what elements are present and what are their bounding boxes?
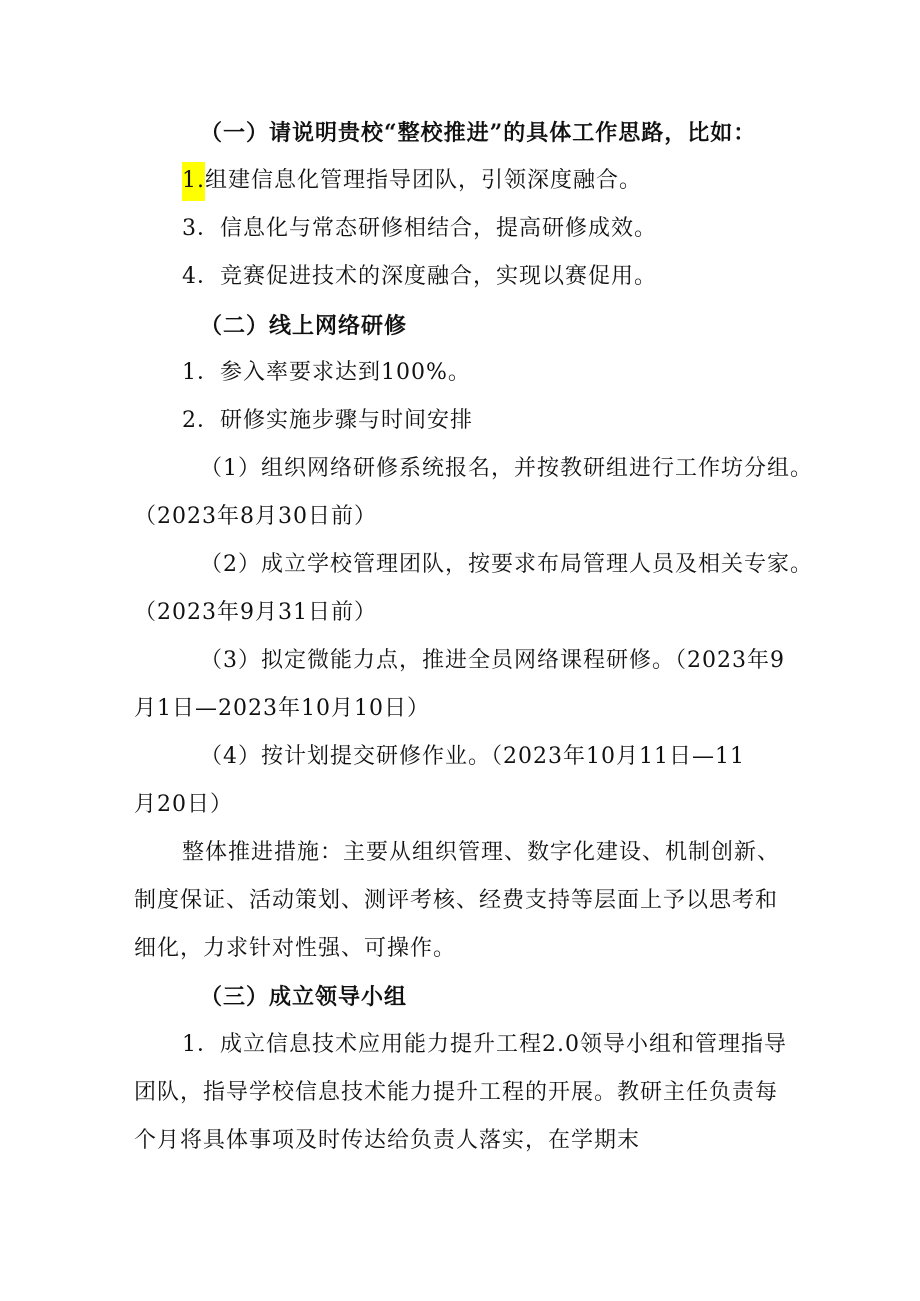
paragraph-line: 1．参入率要求达到100%。 <box>182 360 471 385</box>
section-heading-1 <box>200 118 756 148</box>
paragraph-line: （2023年9月31日前） <box>134 600 377 625</box>
paragraph-line: 月20日） <box>134 792 233 817</box>
paragraph-line: （3）拟定微能力点，推进全员网络课程研修。（2023年9 <box>200 648 785 673</box>
section-heading-2: （二）线上网络研修 <box>200 313 408 339</box>
paragraph-line: （4）按计划提交研修作业。（2023年10月11日—11 <box>200 744 745 769</box>
paragraph-line: 个月将具体事项及时传达给负责人落实，在学期末 <box>134 1128 641 1153</box>
paragraph-line <box>182 166 642 196</box>
paragraph-line: 团队，指导学校信息技术能力提升工程的开展。教研主任负责每 <box>134 1080 779 1105</box>
paragraph-line: 4．竞赛促进技术的深度融合，实现以赛促用。 <box>182 264 657 289</box>
paragraph-line: 整体推进措施：主要从组织管理、数字化建设、机制创新、 <box>182 840 781 865</box>
paragraph-line: 制度保证、活动策划、测评考核、经费支持等层面上予以思考和 <box>134 888 779 913</box>
paragraph-line: 细化，力求针对性强、可操作。 <box>134 936 457 961</box>
paragraph-text: 组建信息化管理指导团队，引领深度融合。 <box>205 168 643 193</box>
paragraph-line: 1．成立信息技术应用能力提升工程2.0领导小组和管理指导 <box>182 1032 787 1057</box>
paragraph-line: 月1日—2023年10月10日） <box>134 696 430 721</box>
highlighted-number: 1. <box>182 162 205 201</box>
paragraph-line: （1）组织网络研修系统报名，并按教研组进行工作坊分组。 <box>200 456 813 481</box>
paragraph-line: （2）成立学校管理团队，按要求布局管理人员及相关专家。 <box>200 552 813 577</box>
paragraph-line: 2．研修实施步骤与时间安排 <box>182 408 473 433</box>
paragraph-line: 3．信息化与常态研修相结合，提高研修成效。 <box>182 216 657 241</box>
paragraph-line: （2023年8月30日前） <box>134 504 377 529</box>
heading-text: （一）请说明贵校“整校推进”的具体工作思路，比如： <box>200 120 757 146</box>
section-heading-3: （三）成立领导小组 <box>200 984 408 1010</box>
